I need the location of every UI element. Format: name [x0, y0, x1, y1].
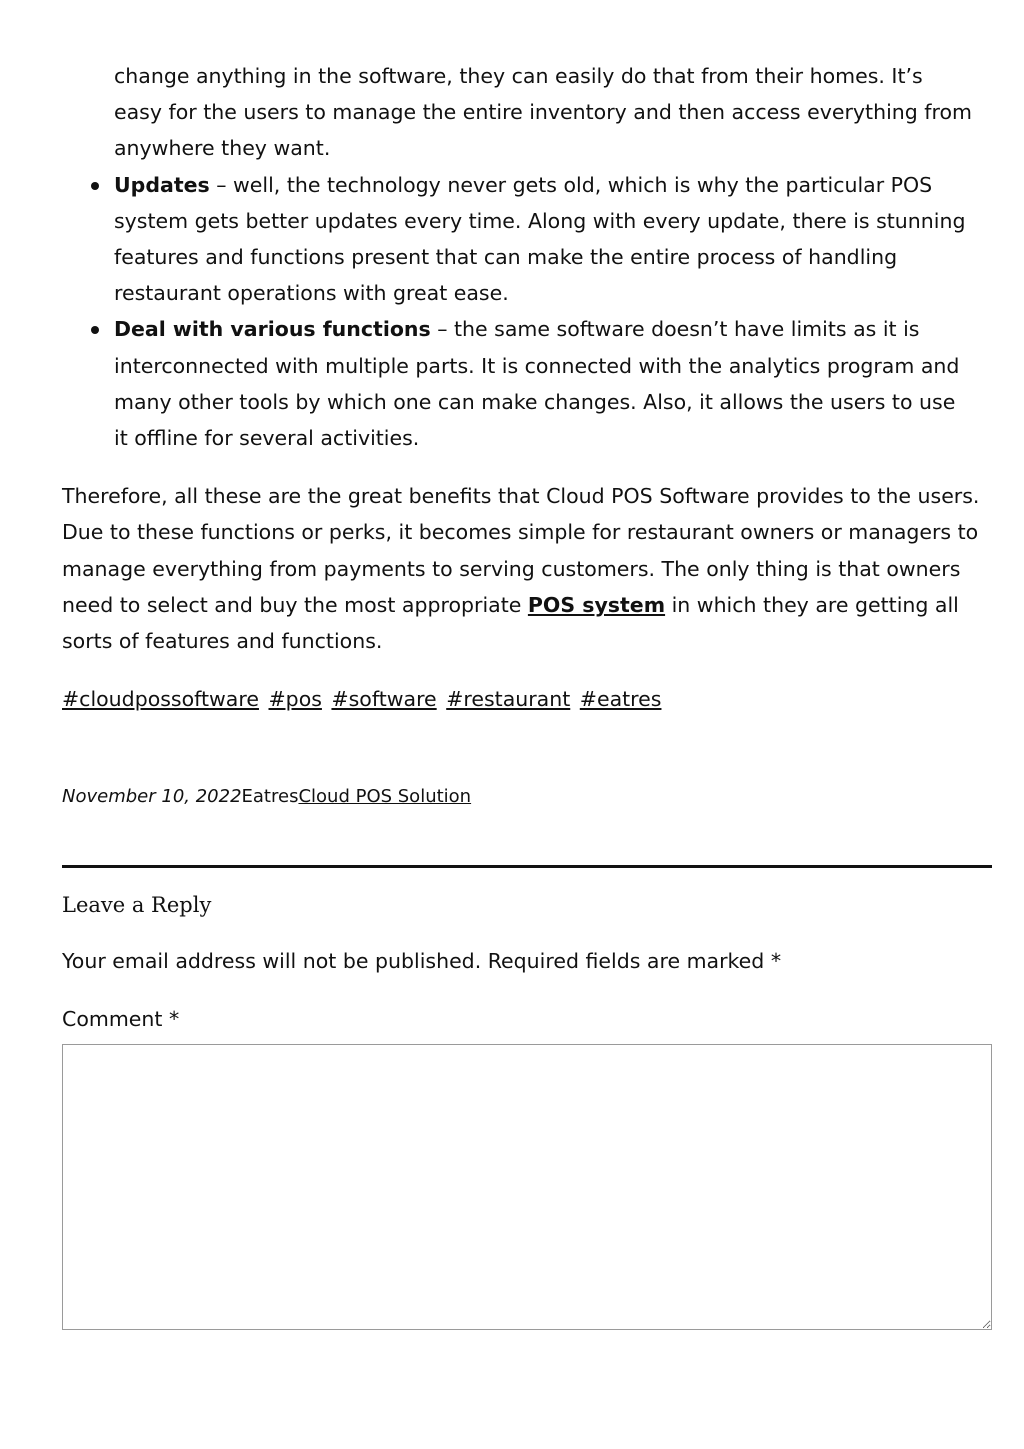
comment-notes: Your email address will not be published. Required fields are marked *: [62, 949, 782, 974]
pos-system-link[interactable]: POS system: [527, 592, 666, 617]
hashtag-link[interactable]: #cloudpossoftware: [62, 687, 259, 712]
list-item-updates: [114, 167, 974, 312]
hashtag-link[interactable]: #restaurant: [446, 687, 571, 712]
post-date: November 10, 2022: [62, 786, 242, 808]
summary-text-after: in which they are getting all sorts of features and functions.: [62, 592, 959, 654]
comments-divider: [62, 865, 992, 868]
post-author: Eatres: [241, 786, 299, 808]
hashtag-link[interactable]: #eatres: [579, 687, 662, 712]
hashtag-link[interactable]: #pos: [268, 687, 322, 712]
post-content: [62, 58, 992, 1330]
comment-label: Comment *: [62, 1007, 180, 1032]
post-meta: [62, 783, 992, 811]
list-item-text: – well, the technology never gets old, which is why the particular POS system gets better updates every time. Along with every update, there is stunning features and functions present that can make the entire process of handling restaurant operations with great ease.: [114, 172, 966, 306]
list-item-text: – the same software doesn’t have limits as it is interconnected with multiple parts. It is connected with the analytics program and many other tools by which one can make changes. Also, it allows the users to use it offline for several activities.: [114, 317, 960, 451]
list-item-text: change anything in the software, they can easily do that from their homes. It’s easy for the users to manage the entire inventory and then access everything from anywhere they want.: [114, 64, 972, 161]
post-category-link[interactable]: Cloud POS Solution: [298, 786, 472, 808]
hashtag-list: [62, 681, 992, 717]
list-item-title: Updates: [114, 172, 210, 197]
comment-field[interactable]: [62, 1044, 992, 1330]
list-item-functions: [114, 311, 974, 456]
list-item-continued: [114, 58, 974, 167]
hashtag-link[interactable]: #software: [331, 687, 437, 712]
list-item-title: Deal with various functions: [114, 317, 431, 342]
summary-paragraph: [62, 478, 982, 659]
benefits-list: [62, 58, 974, 456]
reply-title: Leave a Reply: [62, 893, 212, 918]
summary-text-before: Therefore, all these are the great benefits that Cloud POS Software provides to the users. Due to these functions or perks, it becomes simple for restaurant owners or managers to manage everything from payments to serving customers. The only thing is that owners need to select and buy the most appropriate: [62, 484, 980, 617]
